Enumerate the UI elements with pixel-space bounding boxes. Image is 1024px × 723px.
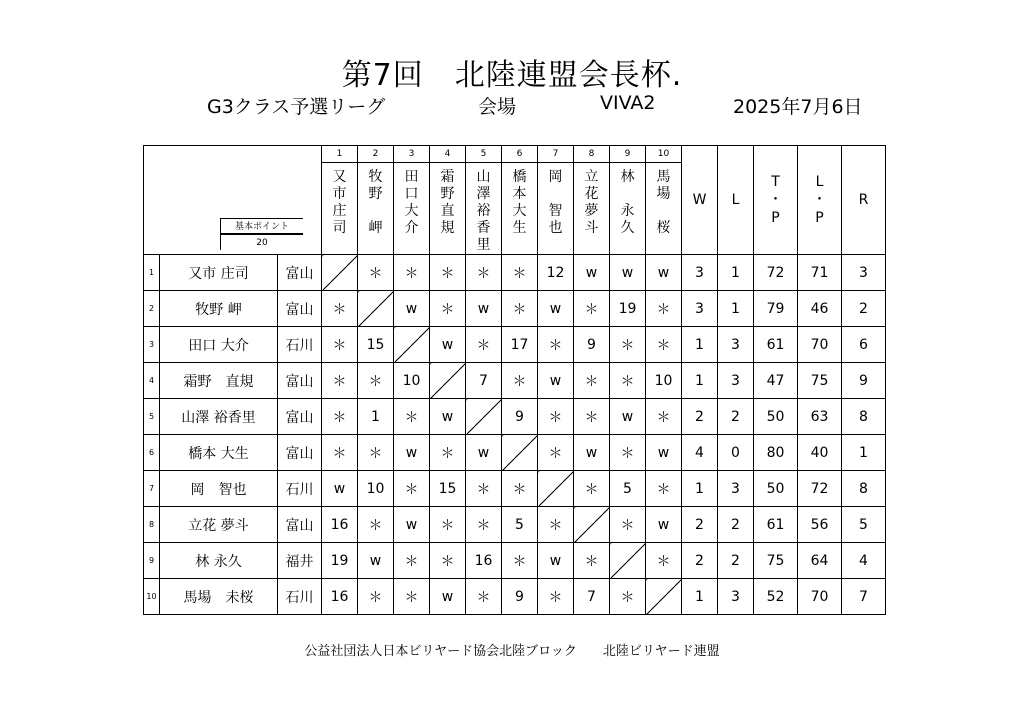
match-result: w [322,471,358,507]
match-result: w [430,579,466,615]
column-name-char: 大 [512,203,527,219]
match-result: w [610,399,646,435]
player-row [144,399,886,435]
player-row [144,579,886,615]
match-result: w [646,255,682,291]
column-name-char: 香 [476,220,491,236]
player-name: 牧野 岬 [160,291,278,327]
player-row [144,507,886,543]
column-name-char: 花 [584,186,599,202]
column-name-char: 裕 [476,203,491,219]
column-name-char: 市 [332,186,347,202]
match-result: ＊ [502,471,538,507]
stat-header-char: R [858,192,869,208]
column-number: 8 [574,146,610,163]
column-player-name [430,163,466,255]
player-prefecture: 富山 [278,435,322,471]
column-name-char: 夢 [584,203,599,219]
diagonal-cell [322,255,358,291]
match-result: ＊ [574,471,610,507]
page-title: 第7回 北陸連盟会長杯. [341,58,683,93]
match-result: ＊ [538,579,574,615]
player-name: 林 永久 [160,543,278,579]
total-points: 61 [754,327,798,363]
player-prefecture: 富山 [278,291,322,327]
venue-label: 会場 [478,96,517,118]
match-result: ＊ [646,471,682,507]
match-result: w [610,255,646,291]
stat-header-l [718,146,754,255]
column-name-char: 本 [512,186,527,202]
match-result: ＊ [646,543,682,579]
column-number: 3 [394,146,430,163]
match-result: ＊ [358,507,394,543]
rank: 2 [842,291,886,327]
lost-points: 56 [798,507,842,543]
match-result: ＊ [430,435,466,471]
column-name-char: 久 [620,220,635,236]
column-player-name [538,163,574,255]
column-name-char: 岡 [548,169,563,185]
player-name: 田口 大介 [160,327,278,363]
match-result: ＊ [466,579,502,615]
losses: 3 [718,579,754,615]
diagonal-cell [466,399,502,435]
total-points: 72 [754,255,798,291]
match-result: ＊ [646,291,682,327]
player-row [144,363,886,399]
column-name-char: 霜 [440,169,455,185]
player-name: 又市 庄司 [160,255,278,291]
player-row [144,543,886,579]
wins: 1 [682,579,718,615]
column-name-char: 大 [404,203,419,219]
column-player-name [466,163,502,255]
losses: 3 [718,471,754,507]
match-result: ＊ [322,435,358,471]
total-points: 75 [754,543,798,579]
lost-points: 71 [798,255,842,291]
row-number: 1 [144,255,160,291]
player-row [144,471,886,507]
match-result: ＊ [610,327,646,363]
match-result: 7 [466,363,502,399]
total-points: 50 [754,399,798,435]
player-prefecture: 富山 [278,507,322,543]
column-name-char: 岬 [368,220,383,236]
match-result: w [394,507,430,543]
match-result: 16 [322,507,358,543]
column-number: 6 [502,146,538,163]
footer-organizer: 公益社団法人日本ビリヤード協会北陸ブロック 北陸ビリヤード連盟 [304,644,720,659]
stat-header-char: L [731,192,740,208]
match-result: ＊ [358,579,394,615]
lost-points: 63 [798,399,842,435]
match-result: 5 [610,471,646,507]
row-number: 10 [144,579,160,615]
column-player-name [610,163,646,255]
player-prefecture: 福井 [278,543,322,579]
wins: 3 [682,291,718,327]
rank: 9 [842,363,886,399]
match-result: w [574,255,610,291]
row-number: 2 [144,291,160,327]
player-row [144,255,886,291]
row-number: 7 [144,471,160,507]
column-name-char: 永 [620,203,635,219]
stat-header-r [842,146,886,255]
player-name: 立花 夢斗 [160,507,278,543]
diagonal-cell [502,435,538,471]
row-number: 6 [144,435,160,471]
column-name-char: 馬 [656,169,671,185]
wins: 2 [682,543,718,579]
column-name-char: 山 [476,169,491,185]
column-name-char: 澤 [476,186,491,202]
losses: 2 [718,543,754,579]
match-result: ＊ [394,399,430,435]
losses: 3 [718,327,754,363]
lost-points: 70 [798,327,842,363]
match-result: w [466,291,502,327]
player-name: 岡 智也 [160,471,278,507]
wins: 1 [682,327,718,363]
column-number: 9 [610,146,646,163]
total-points: 61 [754,507,798,543]
diagonal-cell [430,363,466,399]
column-name-char: 庄 [332,203,347,219]
losses: 1 [718,291,754,327]
stat-header-char: W [692,192,707,208]
player-row [144,291,886,327]
match-result: 1 [358,399,394,435]
match-result: 17 [502,327,538,363]
player-prefecture: 石川 [278,579,322,615]
rank: 3 [842,255,886,291]
stat-header-w [682,146,718,255]
player-name: 霜野 直規 [160,363,278,399]
match-result: ＊ [394,543,430,579]
match-result: w [646,435,682,471]
player-prefecture: 石川 [278,471,322,507]
column-number: 4 [430,146,466,163]
column-name-char: 野 [440,186,455,202]
match-result: w [538,291,574,327]
match-result: 10 [358,471,394,507]
column-name-char: 桜 [656,220,671,236]
match-result: ＊ [358,255,394,291]
column-name-char: 又 [332,169,347,185]
player-prefecture: 富山 [278,255,322,291]
match-result: 10 [394,363,430,399]
row-number: 4 [144,363,160,399]
lost-points: 72 [798,471,842,507]
match-result: 19 [322,543,358,579]
rank: 1 [842,435,886,471]
losses: 1 [718,255,754,291]
column-player-name [502,163,538,255]
match-result: w [430,399,466,435]
match-result: w [430,327,466,363]
column-name-char: 野 [368,186,383,202]
losses: 2 [718,399,754,435]
match-result: ＊ [574,543,610,579]
match-result: ＊ [466,255,502,291]
player-prefecture: 富山 [278,399,322,435]
player-prefecture: 石川 [278,327,322,363]
column-number: 5 [466,146,502,163]
wins: 2 [682,399,718,435]
match-result: 15 [430,471,466,507]
match-result: 5 [502,507,538,543]
diagonal-cell [538,471,574,507]
match-result: 10 [646,363,682,399]
match-result: ＊ [502,543,538,579]
column-name-char: 也 [548,220,563,236]
match-result: w [538,363,574,399]
base-points-label: 基本ポイント [220,218,303,234]
match-result: ＊ [322,327,358,363]
match-result: ＊ [322,399,358,435]
match-result: ＊ [394,579,430,615]
stat-header-lp [798,146,842,255]
match-result: w [646,507,682,543]
player-name: 山澤 裕香里 [160,399,278,435]
rank: 5 [842,507,886,543]
losses: 0 [718,435,754,471]
stat-header-char: ・ [812,192,827,208]
match-result: ＊ [502,255,538,291]
match-result: ＊ [574,291,610,327]
match-result: ＊ [466,327,502,363]
column-name-char: 直 [440,203,455,219]
lost-points: 46 [798,291,842,327]
column-name-char: 立 [584,169,599,185]
match-result: ＊ [610,579,646,615]
diagonal-cell [646,579,682,615]
match-result: ＊ [430,291,466,327]
match-result: 9 [502,399,538,435]
column-name-char: 里 [476,237,491,253]
match-result: w [574,435,610,471]
column-name-char: 田 [404,169,419,185]
base-points-value: 20 [220,234,303,250]
lost-points: 75 [798,363,842,399]
rank: 7 [842,579,886,615]
match-result: 15 [358,327,394,363]
player-row [144,327,886,363]
match-result: 9 [574,327,610,363]
column-number: 7 [538,146,574,163]
column-name-char: 智 [548,203,563,219]
column-number: 1 [322,146,358,163]
player-name: 馬場 未桜 [160,579,278,615]
wins: 3 [682,255,718,291]
match-result: ＊ [538,507,574,543]
column-player-name [322,163,358,255]
match-result: 7 [574,579,610,615]
stat-header-char: ・ [768,192,783,208]
match-result: 16 [466,543,502,579]
stat-header-char: L [815,174,824,190]
stat-header-tp [754,146,798,255]
match-result: ＊ [610,507,646,543]
diagonal-cell [394,327,430,363]
wins: 4 [682,435,718,471]
column-name-char: 牧 [368,169,383,185]
match-result: ＊ [574,399,610,435]
lost-points: 70 [798,579,842,615]
column-player-name [646,163,682,255]
lost-points: 40 [798,435,842,471]
rank: 8 [842,471,886,507]
match-result: ＊ [322,291,358,327]
league-table [143,145,886,615]
match-result: ＊ [430,507,466,543]
column-name-char: 林 [620,169,635,185]
diagonal-cell [358,291,394,327]
total-points: 80 [754,435,798,471]
match-result: w [394,435,430,471]
row-number: 3 [144,327,160,363]
player-prefecture: 富山 [278,363,322,399]
match-result: ＊ [430,255,466,291]
rank: 8 [842,399,886,435]
match-result: ＊ [610,363,646,399]
match-result: ＊ [466,471,502,507]
row-number: 5 [144,399,160,435]
total-points: 79 [754,291,798,327]
column-name-char: 介 [404,220,419,236]
player-name: 橋本 大生 [160,435,278,471]
match-result: ＊ [430,543,466,579]
column-player-name [394,163,430,255]
stat-header-char: P [771,210,780,226]
match-result: ＊ [322,363,358,399]
column-name-char: 規 [440,220,455,236]
match-result: ＊ [502,363,538,399]
class-label: G3クラス予選リーグ [207,96,386,118]
stat-header-char: T [771,174,780,190]
match-result: 12 [538,255,574,291]
column-name-char: 斗 [584,220,599,236]
match-result: w [466,435,502,471]
match-result: w [358,543,394,579]
column-player-name [574,163,610,255]
venue-name: VIVA2 [600,92,656,114]
row-number: 9 [144,543,160,579]
player-row [144,435,886,471]
total-points: 47 [754,363,798,399]
column-name-char: 橋 [512,169,527,185]
match-result: ＊ [394,255,430,291]
row-number: 8 [144,507,160,543]
match-result: 9 [502,579,538,615]
rank: 6 [842,327,886,363]
total-points: 50 [754,471,798,507]
column-name-char: 場 [656,186,671,202]
match-result: ＊ [466,507,502,543]
wins: 1 [682,363,718,399]
lost-points: 64 [798,543,842,579]
stat-header-char: P [815,210,824,226]
diagonal-cell [610,543,646,579]
total-points: 52 [754,579,798,615]
table-corner [144,146,322,255]
column-name-char: 司 [332,220,347,236]
wins: 2 [682,507,718,543]
match-result: ＊ [610,435,646,471]
match-result: ＊ [358,363,394,399]
losses: 2 [718,507,754,543]
wins: 1 [682,471,718,507]
column-player-name [358,163,394,255]
diagonal-cell [574,507,610,543]
match-result: ＊ [538,435,574,471]
losses: 3 [718,363,754,399]
match-result: 19 [610,291,646,327]
column-name-char: 口 [404,186,419,202]
match-result: ＊ [646,399,682,435]
match-result: ＊ [502,291,538,327]
rank: 4 [842,543,886,579]
match-result: w [538,543,574,579]
match-result: ＊ [646,327,682,363]
match-result: ＊ [538,327,574,363]
match-result: ＊ [394,471,430,507]
column-name-char: 生 [512,220,527,236]
match-result: ＊ [358,435,394,471]
match-result: 16 [322,579,358,615]
event-date: 2025年7月6日 [733,96,863,118]
column-number: 2 [358,146,394,163]
match-result: ＊ [574,363,610,399]
match-result: ＊ [538,399,574,435]
match-result: w [394,291,430,327]
column-number: 10 [646,146,682,163]
